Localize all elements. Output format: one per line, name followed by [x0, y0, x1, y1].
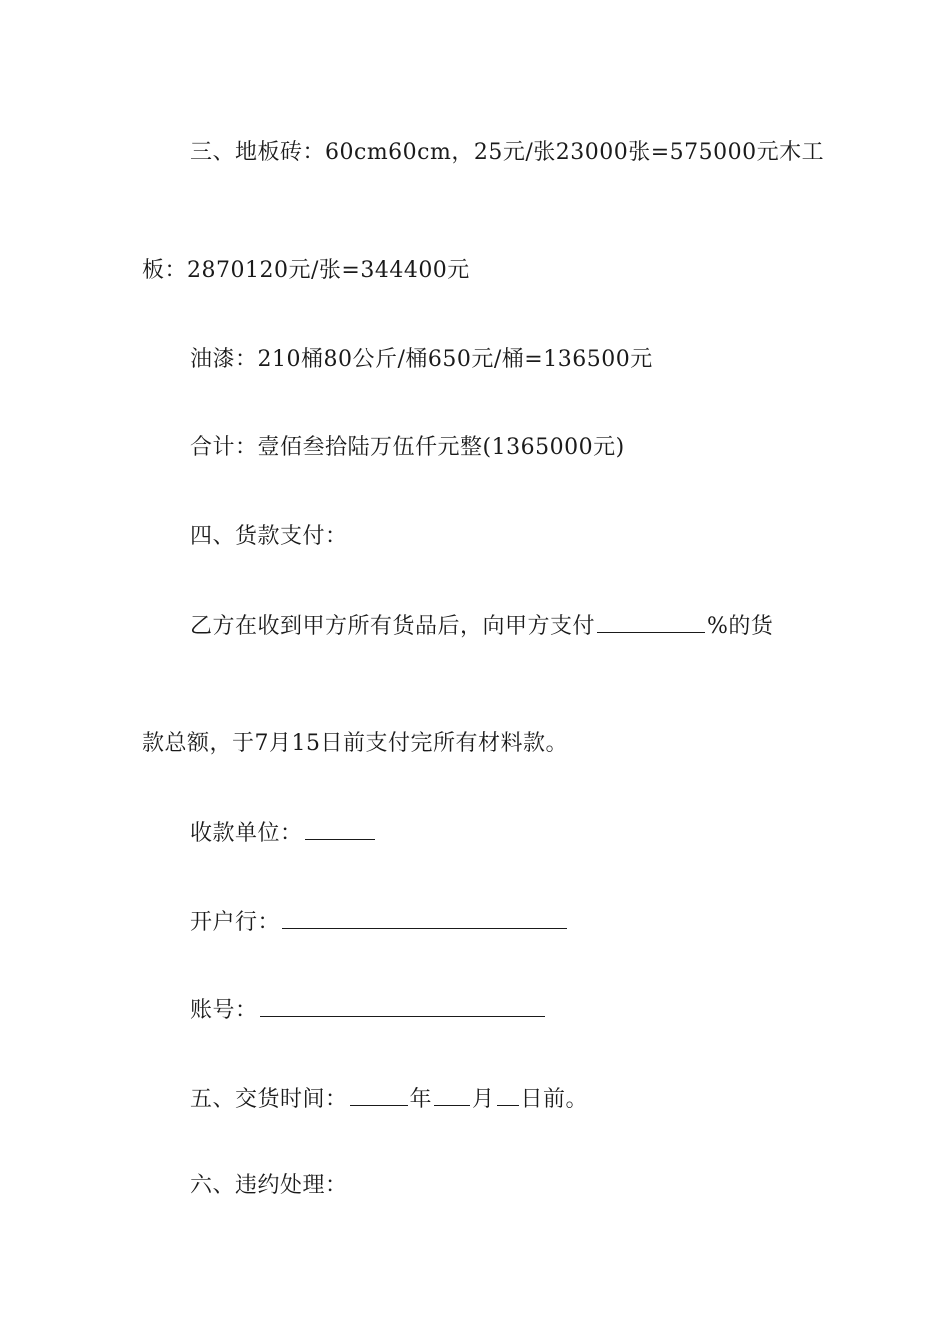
payment-clause-line	[190, 610, 773, 642]
delivery-year-blank	[350, 1083, 408, 1106]
delivery-day-label: 日前。	[520, 1087, 589, 1112]
bank-blank	[282, 906, 567, 929]
bank-line	[190, 906, 569, 938]
section-3-floor-tiles-line: 三、地板砖：60cm60cm，25元/张23000张=575000元木工	[190, 140, 825, 165]
delivery-label: 五、交货时间：	[190, 1087, 348, 1112]
section-6-heading: 六、违约处理：	[190, 1173, 348, 1198]
delivery-month-label: 月	[472, 1087, 495, 1112]
payment-percent-blank	[597, 610, 705, 633]
plywood-line: 板：2870120元/张=344400元	[142, 258, 470, 283]
section-5-delivery-line	[190, 1083, 588, 1115]
section-4-heading: 四、货款支付：	[190, 524, 348, 549]
bank-label: 开户行：	[190, 910, 281, 935]
delivery-day-blank	[497, 1083, 519, 1106]
paint-line: 油漆：210桶80公斤/桶650元/桶=136500元	[190, 347, 653, 372]
payee-label: 收款单位：	[190, 821, 303, 846]
payment-deadline-line: 款总额，于7月15日前支付完所有材料款。	[142, 731, 568, 756]
account-line	[190, 994, 547, 1026]
account-blank	[260, 994, 545, 1017]
total-line: 合计：壹佰叁拾陆万伍仟元整(1365000元)	[190, 435, 625, 460]
payee-blank	[305, 817, 375, 840]
payment-clause-suffix: %的货	[707, 614, 774, 639]
delivery-month-blank	[434, 1083, 470, 1106]
payment-clause-prefix: 乙方在收到甲方所有货品后，向甲方支付	[190, 614, 596, 639]
delivery-year-label: 年	[409, 1087, 433, 1112]
payee-line	[190, 817, 377, 849]
account-label: 账号：	[190, 998, 258, 1023]
